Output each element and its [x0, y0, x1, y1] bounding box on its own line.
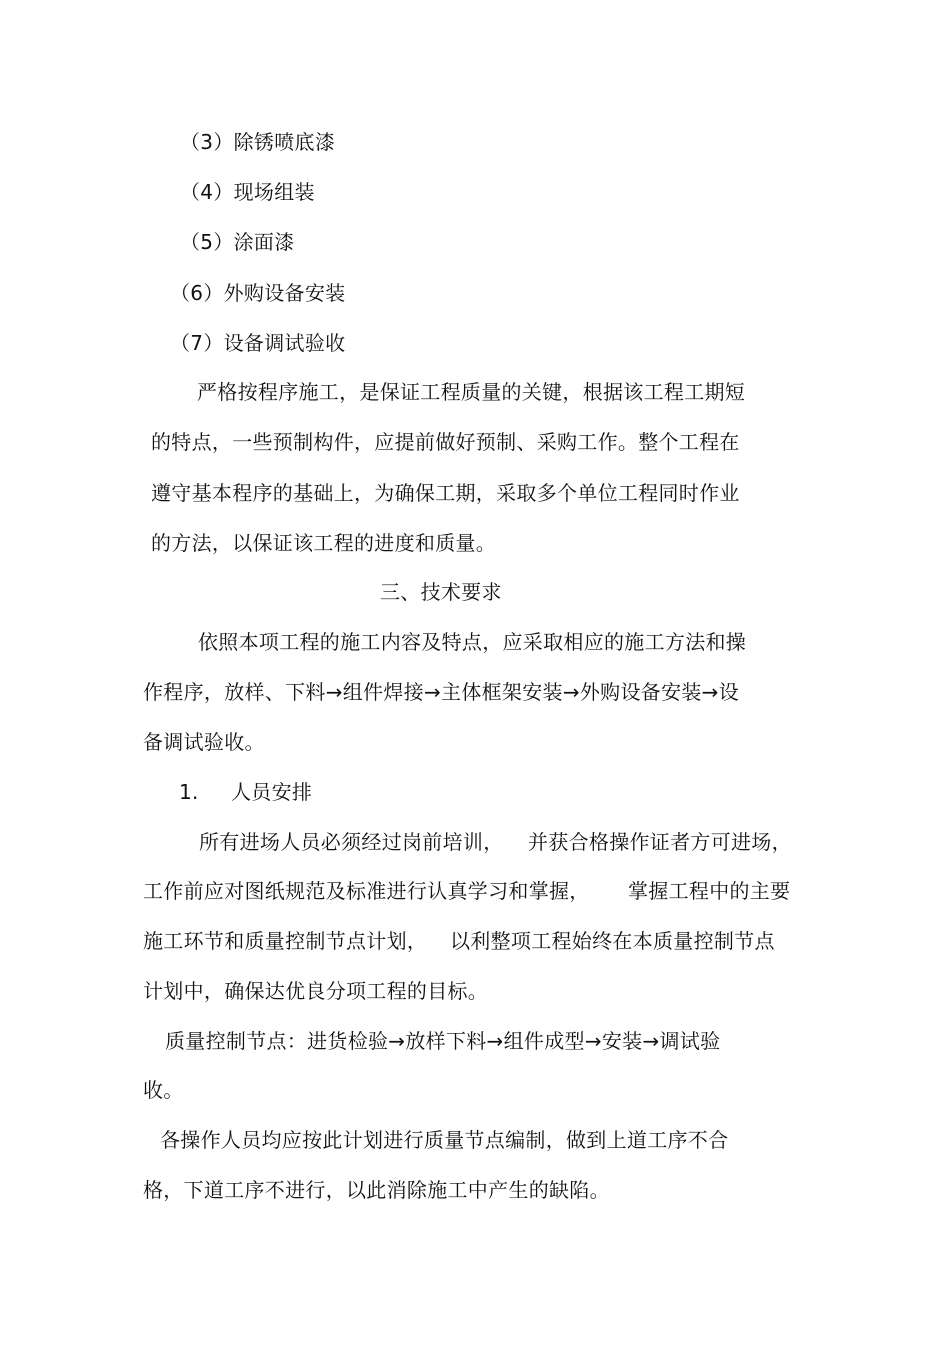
para1-line2: 的特点，一些预制构件，应提前做好预制、采购工作。整个工程在 [151, 430, 740, 454]
step-7: （7）设备调试验收 [170, 331, 346, 355]
step-4: （4）现场组装 [180, 180, 315, 204]
para3-line4: 计划中，确保达优良分项工程的目标。 [143, 979, 489, 1003]
para2-line3: 备调试验收。 [143, 730, 265, 754]
para3-line3-part2: 以利整项工程始终在本质量控制节点 [450, 929, 775, 953]
para5-line2: 格，下道工序不进行，以此消除施工中产生的缺陷。 [143, 1178, 610, 1202]
para3-line3-part1: 施工环节和质量控制节点计划， [143, 929, 428, 953]
item1-title: 人员安排 [231, 780, 313, 804]
step-5: （5）涂面漆 [180, 230, 295, 254]
para3-line2-part1: 工作前应对图纸规范及标准进行认真学习和掌握， [143, 879, 590, 903]
para2-line1: 依照本项工程的施工内容及特点，应采取相应的施工方法和操 [198, 630, 747, 654]
para1-line3: 遵守基本程序的基础上，为确保工期，采取多个单位工程同时作业 [151, 481, 740, 505]
section-title: 三、技术要求 [380, 580, 502, 604]
step-6: （6）外购设备安装 [170, 281, 346, 305]
para4-line1: 质量控制节点：进货检验→放样下料→组件成型→安装→调试验 [165, 1029, 721, 1053]
item1-number: 1. [179, 780, 199, 804]
step-3: （3）除锈喷底漆 [180, 130, 336, 154]
para2-line2: 作程序，放样、下料→组件焊接→主体框架安装→外购设备安装→设 [143, 680, 740, 704]
para1-line4: 的方法，以保证该工程的进度和质量。 [151, 531, 497, 555]
para1-line1: 严格按程序施工，是保证工程质量的关键，根据该工程工期短 [197, 380, 746, 404]
para5-line1: 各操作人员均应按此计划进行质量节点编制，做到上道工序不合 [160, 1128, 729, 1152]
para3-line2-part2: 掌握工程中的主要 [628, 879, 791, 903]
para4-line2: 收。 [143, 1078, 184, 1102]
para3-line1-part1: 所有进场人员必须经过岗前培训， [199, 830, 504, 854]
para3-line1-part2: 并获合格操作证者方可进场， [528, 830, 792, 854]
